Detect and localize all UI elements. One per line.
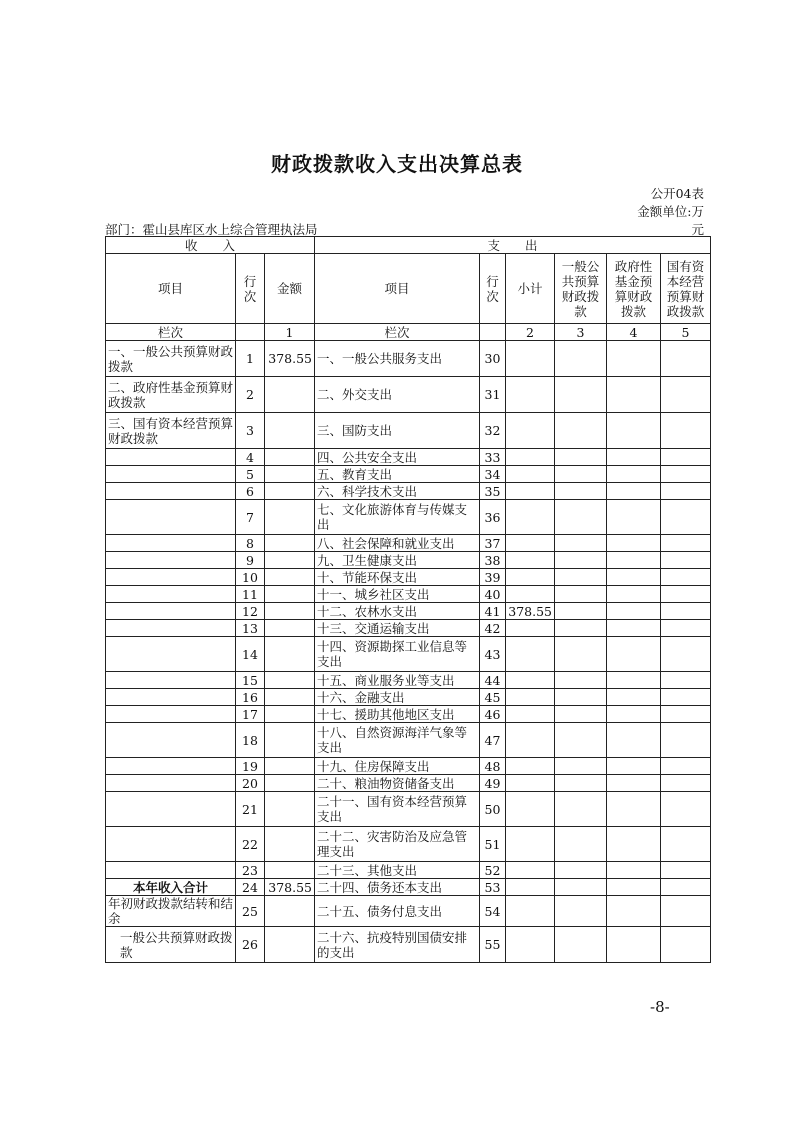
expense-item-cell: 三、国防支出	[315, 413, 480, 449]
income-line-no-cell: 8	[236, 535, 265, 552]
expense-line-no-cell: 35	[480, 483, 506, 500]
gov-fund-cell	[607, 927, 661, 963]
state-capital-cell	[661, 689, 711, 706]
expense-line-no-cell: 49	[480, 775, 506, 792]
subtotal-cell	[506, 535, 555, 552]
subtotal-cell	[506, 569, 555, 586]
gov-fund-cell	[607, 672, 661, 689]
income-line-no-cell: 3	[236, 413, 265, 449]
income-item-cell	[106, 723, 236, 758]
income-item-cell	[106, 500, 236, 535]
general-budget-cell	[555, 706, 607, 723]
income-item-cell: 三、国有资本经营预算财政拨款	[106, 413, 236, 449]
expense-line-no-cell: 46	[480, 706, 506, 723]
income-amount-cell	[265, 535, 315, 552]
table-row	[106, 862, 711, 879]
income-line-no-cell: 5	[236, 466, 265, 483]
general-budget-cell	[555, 535, 607, 552]
income-item-cell	[106, 862, 236, 879]
income-line-no-cell: 20	[236, 775, 265, 792]
expense-line-no-cell: 38	[480, 552, 506, 569]
general-budget-cell	[555, 927, 607, 963]
gov-fund-cell	[607, 862, 661, 879]
table-row	[106, 827, 711, 862]
expense-line-no-cell: 54	[480, 896, 506, 927]
subtotal-cell	[506, 483, 555, 500]
subtotal-cell	[506, 827, 555, 862]
income-line-no-cell: 1	[236, 341, 265, 377]
state-capital-cell	[661, 466, 711, 483]
income-line-no-cell: 7	[236, 500, 265, 535]
general-budget-cell	[555, 672, 607, 689]
form-code: 公开04表	[650, 186, 704, 201]
gov-fund-cell	[607, 483, 661, 500]
table-row	[106, 879, 711, 896]
expense-line-no-cell: 31	[480, 377, 506, 413]
table-row	[106, 620, 711, 637]
income-item-cell	[106, 466, 236, 483]
subtotal-cell	[506, 927, 555, 963]
expense-line-no-cell: 33	[480, 449, 506, 466]
table-row	[106, 758, 711, 775]
table-row	[106, 569, 711, 586]
general-budget-cell	[555, 377, 607, 413]
general-budget-cell	[555, 792, 607, 827]
gov-fund-cell	[607, 569, 661, 586]
gov-fund-cell	[607, 706, 661, 723]
income-line-no-cell: 19	[236, 758, 265, 775]
expense-item-cell: 二十三、其他支出	[315, 862, 480, 879]
income-section-header: 收 入	[106, 237, 315, 254]
income-item-cell	[106, 706, 236, 723]
income-line-no-cell: 25	[236, 896, 265, 927]
gov-fund-cell	[607, 758, 661, 775]
income-amount-cell	[265, 500, 315, 535]
table-row	[106, 792, 711, 827]
expense-line-no-cell: 30	[480, 341, 506, 377]
expense-item-cell: 六、科学技术支出	[315, 483, 480, 500]
income-item-cell	[106, 569, 236, 586]
state-capital-cell	[661, 377, 711, 413]
column-index-row	[106, 324, 711, 341]
subtotal-cell	[506, 413, 555, 449]
table-row	[106, 927, 711, 963]
table-row	[106, 341, 711, 377]
general-budget-cell	[555, 775, 607, 792]
gov-fund-cell	[607, 775, 661, 792]
index-general-budget: 3	[555, 324, 607, 341]
income-amount-cell	[265, 637, 315, 672]
expense-line-no-cell: 32	[480, 413, 506, 449]
general-budget-cell	[555, 896, 607, 927]
general-budget-cell	[555, 586, 607, 603]
page-title: 财政拨款收入支出决算总表	[271, 152, 523, 176]
gov-fund-cell	[607, 792, 661, 827]
general-budget-cell	[555, 827, 607, 862]
expense-item-cell: 十二、农林水支出	[315, 603, 480, 620]
income-amount-cell	[265, 483, 315, 500]
income-line-no-cell: 23	[236, 862, 265, 879]
expense-line-no-cell: 55	[480, 927, 506, 963]
page-number: -8-	[650, 998, 670, 1016]
state-capital-cell	[661, 723, 711, 758]
expense-item-cell: 二十、粮油物资储备支出	[315, 775, 480, 792]
table-row	[106, 535, 711, 552]
state-capital-cell	[661, 758, 711, 775]
expense-item-cell: 十三、交通运输支出	[315, 620, 480, 637]
col-header-amount: 金额	[265, 254, 315, 324]
subtotal-cell	[506, 637, 555, 672]
income-amount-cell	[265, 896, 315, 927]
income-line-no-cell: 18	[236, 723, 265, 758]
state-capital-cell	[661, 637, 711, 672]
column-header-row	[106, 254, 711, 324]
gov-fund-cell	[607, 552, 661, 569]
expense-line-no-cell: 41	[480, 603, 506, 620]
income-item-cell	[106, 603, 236, 620]
subtotal-cell	[506, 758, 555, 775]
index-gov-fund: 4	[607, 324, 661, 341]
gov-fund-cell	[607, 535, 661, 552]
income-item-cell: 年初财政拨款结转和结余	[106, 896, 236, 927]
general-budget-cell	[555, 483, 607, 500]
state-capital-cell	[661, 896, 711, 927]
income-amount-cell: 378.55	[265, 341, 315, 377]
subtotal-cell	[506, 862, 555, 879]
general-budget-cell	[555, 341, 607, 377]
index-cell-empty	[480, 324, 506, 341]
income-line-no-cell: 14	[236, 637, 265, 672]
subtotal-cell: 378.55	[506, 603, 555, 620]
state-capital-cell	[661, 483, 711, 500]
index-cell-empty	[236, 324, 265, 341]
gov-fund-cell	[607, 620, 661, 637]
income-line-no-cell: 22	[236, 827, 265, 862]
index-label-income: 栏次	[106, 324, 236, 341]
expense-item-cell: 八、社会保障和就业支出	[315, 535, 480, 552]
income-amount-cell	[265, 603, 315, 620]
expense-line-no-cell: 42	[480, 620, 506, 637]
gov-fund-cell	[607, 637, 661, 672]
table-row	[106, 723, 711, 758]
income-amount-cell	[265, 586, 315, 603]
state-capital-cell	[661, 449, 711, 466]
income-item-cell: 一、一般公共预算财政拨款	[106, 341, 236, 377]
general-budget-cell	[555, 603, 607, 620]
income-item-cell	[106, 758, 236, 775]
index-label-expense: 栏次	[315, 324, 480, 341]
expense-item-cell: 十四、资源勘探工业信息等支出	[315, 637, 480, 672]
state-capital-cell	[661, 341, 711, 377]
subtotal-cell	[506, 792, 555, 827]
gov-fund-cell	[607, 500, 661, 535]
col-header-gov-fund: 政府性基金预算财政拨款	[607, 254, 661, 324]
income-line-no-cell: 17	[236, 706, 265, 723]
col-header-line-no: 行次	[236, 254, 265, 324]
table-row	[106, 449, 711, 466]
table-row	[106, 603, 711, 620]
unit-label-continued: 元	[691, 222, 704, 237]
general-budget-cell	[555, 723, 607, 758]
gov-fund-cell	[607, 603, 661, 620]
table-row	[106, 552, 711, 569]
section-header-row	[106, 237, 711, 254]
general-budget-cell	[555, 466, 607, 483]
subtotal-cell	[506, 879, 555, 896]
subtotal-cell	[506, 775, 555, 792]
income-amount-cell	[265, 862, 315, 879]
state-capital-cell	[661, 500, 711, 535]
expense-item-cell: 七、文化旅游体育与传媒支出	[315, 500, 480, 535]
col-header-subtotal: 小计	[506, 254, 555, 324]
gov-fund-cell	[607, 689, 661, 706]
state-capital-cell	[661, 792, 711, 827]
income-amount-cell	[265, 620, 315, 637]
subtotal-cell	[506, 466, 555, 483]
income-amount-cell	[265, 377, 315, 413]
col-header-item: 项目	[106, 254, 236, 324]
expense-item-cell: 十七、援助其他地区支出	[315, 706, 480, 723]
state-capital-cell	[661, 569, 711, 586]
general-budget-cell	[555, 689, 607, 706]
gov-fund-cell	[607, 413, 661, 449]
income-amount-cell	[265, 552, 315, 569]
expense-item-cell: 二、外交支出	[315, 377, 480, 413]
income-amount-cell	[265, 927, 315, 963]
state-capital-cell	[661, 586, 711, 603]
gov-fund-cell	[607, 896, 661, 927]
gov-fund-cell	[607, 586, 661, 603]
general-budget-cell	[555, 552, 607, 569]
state-capital-cell	[661, 603, 711, 620]
general-budget-cell	[555, 637, 607, 672]
state-capital-cell	[661, 672, 711, 689]
income-item-cell	[106, 535, 236, 552]
subtotal-cell	[506, 689, 555, 706]
expense-line-no-cell: 47	[480, 723, 506, 758]
col-header-expense-item: 项目	[315, 254, 480, 324]
table-row	[106, 500, 711, 535]
expense-section-header: 支 出	[315, 237, 711, 254]
table-row	[106, 775, 711, 792]
income-amount-cell	[265, 706, 315, 723]
state-capital-cell	[661, 927, 711, 963]
gov-fund-cell	[607, 879, 661, 896]
state-capital-cell	[661, 827, 711, 862]
expense-line-no-cell: 43	[480, 637, 506, 672]
income-item-cell	[106, 689, 236, 706]
table-row	[106, 637, 711, 672]
expense-item-cell: 十八、自然资源海洋气象等支出	[315, 723, 480, 758]
table-row	[106, 706, 711, 723]
state-capital-cell	[661, 879, 711, 896]
expense-line-no-cell: 53	[480, 879, 506, 896]
expense-line-no-cell: 40	[480, 586, 506, 603]
expense-item-cell: 二十四、债务还本支出	[315, 879, 480, 896]
subtotal-cell	[506, 706, 555, 723]
expense-item-cell: 十、节能环保支出	[315, 569, 480, 586]
table-row	[106, 483, 711, 500]
expense-item-cell: 四、公共安全支出	[315, 449, 480, 466]
income-item-cell: 一般公共预算财政拨款	[106, 927, 236, 963]
expense-line-no-cell: 50	[480, 792, 506, 827]
state-capital-cell	[661, 413, 711, 449]
general-budget-cell	[555, 413, 607, 449]
general-budget-cell	[555, 879, 607, 896]
income-amount-cell	[265, 792, 315, 827]
gov-fund-cell	[607, 723, 661, 758]
expense-line-no-cell: 45	[480, 689, 506, 706]
table-row	[106, 466, 711, 483]
expense-line-no-cell: 39	[480, 569, 506, 586]
general-budget-cell	[555, 862, 607, 879]
general-budget-cell	[555, 620, 607, 637]
state-capital-cell	[661, 552, 711, 569]
expense-item-cell: 二十二、灾害防治及应急管理支出	[315, 827, 480, 862]
table-row	[106, 377, 711, 413]
income-item-cell: 本年收入合计	[106, 879, 236, 896]
expense-item-cell: 十一、城乡社区支出	[315, 586, 480, 603]
income-item-cell	[106, 792, 236, 827]
income-line-no-cell: 6	[236, 483, 265, 500]
expense-item-cell: 二十一、国有资本经营预算支出	[315, 792, 480, 827]
subtotal-cell	[506, 620, 555, 637]
table-row	[106, 413, 711, 449]
budget-table	[105, 236, 711, 963]
state-capital-cell	[661, 775, 711, 792]
income-line-no-cell: 15	[236, 672, 265, 689]
subtotal-cell	[506, 341, 555, 377]
income-amount-cell	[265, 672, 315, 689]
income-item-cell	[106, 620, 236, 637]
expense-item-cell: 十五、商业服务业等支出	[315, 672, 480, 689]
state-capital-cell	[661, 862, 711, 879]
subtotal-cell	[506, 723, 555, 758]
expense-item-cell: 一、一般公共服务支出	[315, 341, 480, 377]
subtotal-cell	[506, 377, 555, 413]
expense-item-cell: 五、教育支出	[315, 466, 480, 483]
table-row	[106, 689, 711, 706]
state-capital-cell	[661, 620, 711, 637]
expense-item-cell: 十六、金融支出	[315, 689, 480, 706]
gov-fund-cell	[607, 827, 661, 862]
expense-line-no-cell: 51	[480, 827, 506, 862]
income-amount-cell	[265, 466, 315, 483]
gov-fund-cell	[607, 449, 661, 466]
index-subtotal: 2	[506, 324, 555, 341]
income-item-cell	[106, 552, 236, 569]
income-amount-cell	[265, 449, 315, 466]
department-label: 部门：霍山县库区水上综合管理执法局	[105, 222, 318, 237]
subtotal-cell	[506, 500, 555, 535]
income-line-no-cell: 10	[236, 569, 265, 586]
expense-line-no-cell: 36	[480, 500, 506, 535]
income-line-no-cell: 2	[236, 377, 265, 413]
income-amount-cell	[265, 689, 315, 706]
income-item-cell	[106, 775, 236, 792]
subtotal-cell	[506, 896, 555, 927]
income-amount-cell	[265, 775, 315, 792]
income-line-no-cell: 13	[236, 620, 265, 637]
income-item-cell	[106, 449, 236, 466]
income-item-cell: 二、政府性基金预算财政拨款	[106, 377, 236, 413]
subtotal-cell	[506, 449, 555, 466]
general-budget-cell	[555, 569, 607, 586]
income-item-cell	[106, 483, 236, 500]
table-row	[106, 586, 711, 603]
index-state-capital: 5	[661, 324, 711, 341]
income-amount-cell	[265, 723, 315, 758]
state-capital-cell	[661, 706, 711, 723]
table-row	[106, 896, 711, 927]
expense-line-no-cell: 52	[480, 862, 506, 879]
income-line-no-cell: 9	[236, 552, 265, 569]
income-line-no-cell: 21	[236, 792, 265, 827]
income-line-no-cell: 26	[236, 927, 265, 963]
subtotal-cell	[506, 586, 555, 603]
income-line-no-cell: 16	[236, 689, 265, 706]
general-budget-cell	[555, 449, 607, 466]
income-item-cell	[106, 827, 236, 862]
col-header-general-budget: 一般公共预算财政拨款	[555, 254, 607, 324]
expense-line-no-cell: 44	[480, 672, 506, 689]
gov-fund-cell	[607, 377, 661, 413]
col-header-expense-line-no: 行次	[480, 254, 506, 324]
income-line-no-cell: 24	[236, 879, 265, 896]
subtotal-cell	[506, 672, 555, 689]
income-item-cell	[106, 672, 236, 689]
gov-fund-cell	[607, 466, 661, 483]
income-item-cell	[106, 586, 236, 603]
expense-item-cell: 十九、住房保障支出	[315, 758, 480, 775]
general-budget-cell	[555, 500, 607, 535]
state-capital-cell	[661, 535, 711, 552]
income-amount-cell	[265, 569, 315, 586]
expense-line-no-cell: 48	[480, 758, 506, 775]
col-header-state-capital: 国有资本经营预算财政拨款	[661, 254, 711, 324]
expense-item-cell: 二十五、债务付息支出	[315, 896, 480, 927]
expense-item-cell: 九、卫生健康支出	[315, 552, 480, 569]
income-amount-cell	[265, 413, 315, 449]
unit-label: 金额单位:万	[637, 204, 704, 219]
expense-line-no-cell: 34	[480, 466, 506, 483]
income-amount-cell	[265, 758, 315, 775]
subtotal-cell	[506, 552, 555, 569]
income-amount-cell	[265, 827, 315, 862]
income-line-no-cell: 11	[236, 586, 265, 603]
general-budget-cell	[555, 758, 607, 775]
expense-line-no-cell: 37	[480, 535, 506, 552]
income-line-no-cell: 4	[236, 449, 265, 466]
income-amount-cell: 378.55	[265, 879, 315, 896]
income-line-no-cell: 12	[236, 603, 265, 620]
income-item-cell	[106, 637, 236, 672]
gov-fund-cell	[607, 341, 661, 377]
index-amount: 1	[265, 324, 315, 341]
expense-item-cell: 二十六、抗疫特别国债安排的支出	[315, 927, 480, 963]
table-row	[106, 672, 711, 689]
